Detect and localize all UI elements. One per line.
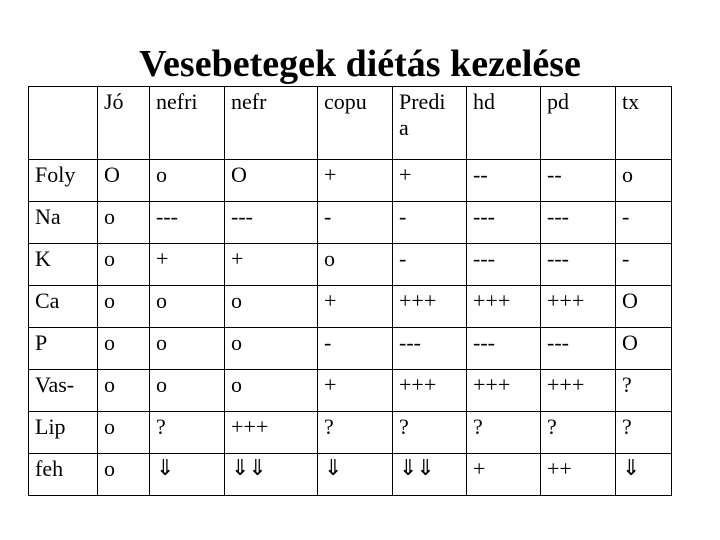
table-cell: o	[98, 202, 150, 244]
row-label: Na	[29, 202, 98, 244]
table-cell: O	[616, 328, 672, 370]
table-cell: ---	[225, 202, 318, 244]
table-cell: ?	[541, 412, 616, 454]
table-cell: ?	[393, 412, 467, 454]
table-cell: o	[98, 286, 150, 328]
table-cell: +	[393, 160, 467, 202]
table-cell: ---	[150, 202, 225, 244]
table-cell: ?	[616, 412, 672, 454]
table-cell: -	[318, 328, 393, 370]
table-cell: o	[150, 370, 225, 412]
corner-cell	[29, 87, 98, 160]
column-header: nefri	[150, 87, 225, 160]
table-cell: o	[98, 328, 150, 370]
table-cell: ⇓⇓	[393, 454, 467, 496]
table-row	[29, 328, 672, 370]
table-cell: -	[393, 244, 467, 286]
table-cell: ?	[616, 370, 672, 412]
table-cell: ?	[318, 412, 393, 454]
table-cell: +	[225, 244, 318, 286]
table-cell: o	[318, 244, 393, 286]
row-label: Lip	[29, 412, 98, 454]
table-cell: o	[98, 454, 150, 496]
table-cell: O	[98, 160, 150, 202]
table-cell: O	[225, 160, 318, 202]
table-cell: +	[318, 286, 393, 328]
table-row	[29, 244, 672, 286]
table-cell: o	[98, 244, 150, 286]
table-row	[29, 286, 672, 328]
table-cell: O	[616, 286, 672, 328]
table-cell: o	[150, 328, 225, 370]
column-header: pd	[541, 87, 616, 160]
table-cell: --	[467, 160, 541, 202]
table-cell: ---	[467, 328, 541, 370]
table-row	[29, 202, 672, 244]
table-cell: ---	[541, 202, 616, 244]
table-cell: +++	[393, 286, 467, 328]
table-cell: o	[150, 286, 225, 328]
column-header: nefr	[225, 87, 318, 160]
row-label: K	[29, 244, 98, 286]
table-cell: -	[616, 244, 672, 286]
table-row	[29, 160, 672, 202]
table-cell: --	[541, 160, 616, 202]
table-cell: -	[393, 202, 467, 244]
column-header: Jó	[98, 87, 150, 160]
table-cell: ---	[393, 328, 467, 370]
row-label: Ca	[29, 286, 98, 328]
table-cell: +++	[393, 370, 467, 412]
table-cell: +++	[467, 370, 541, 412]
table-cell: +	[150, 244, 225, 286]
table-cell: ---	[541, 328, 616, 370]
table-cell: ++	[541, 454, 616, 496]
table-cell: +++	[541, 370, 616, 412]
table-cell: ---	[467, 244, 541, 286]
table-cell: ---	[467, 202, 541, 244]
column-header: hd	[467, 87, 541, 160]
table-cell: ⇓	[616, 454, 672, 496]
table-cell: ?	[467, 412, 541, 454]
page-title: Vesebetegek diétás kezelése	[139, 43, 581, 85]
table-cell: -	[318, 202, 393, 244]
table-cell: o	[225, 370, 318, 412]
table-cell: ⇓	[318, 454, 393, 496]
table-cell: ?	[150, 412, 225, 454]
row-label: Foly	[29, 160, 98, 202]
table-cell: +++	[467, 286, 541, 328]
table-cell: o	[225, 328, 318, 370]
table-cell: o	[98, 370, 150, 412]
table-cell: +++	[541, 286, 616, 328]
table-cell: ⇓⇓	[225, 454, 318, 496]
column-header: copu	[318, 87, 393, 160]
table-cell: +++	[225, 412, 318, 454]
diet-table	[28, 86, 672, 496]
header-row	[29, 87, 672, 160]
row-label: Vas-	[29, 370, 98, 412]
table-cell: ⇓	[150, 454, 225, 496]
table-row	[29, 454, 672, 496]
table-row	[29, 370, 672, 412]
row-label: P	[29, 328, 98, 370]
table-cell: +	[318, 160, 393, 202]
table-row	[29, 412, 672, 454]
column-header: Predi a	[393, 87, 467, 160]
table-cell: o	[150, 160, 225, 202]
table-cell: o	[98, 412, 150, 454]
row-label: feh	[29, 454, 98, 496]
table-cell: o	[225, 286, 318, 328]
table-cell: +	[318, 370, 393, 412]
table-cell: o	[616, 160, 672, 202]
column-header: tx	[616, 87, 672, 160]
table-cell: -	[616, 202, 672, 244]
table-cell: ---	[541, 244, 616, 286]
table-cell: +	[467, 454, 541, 496]
